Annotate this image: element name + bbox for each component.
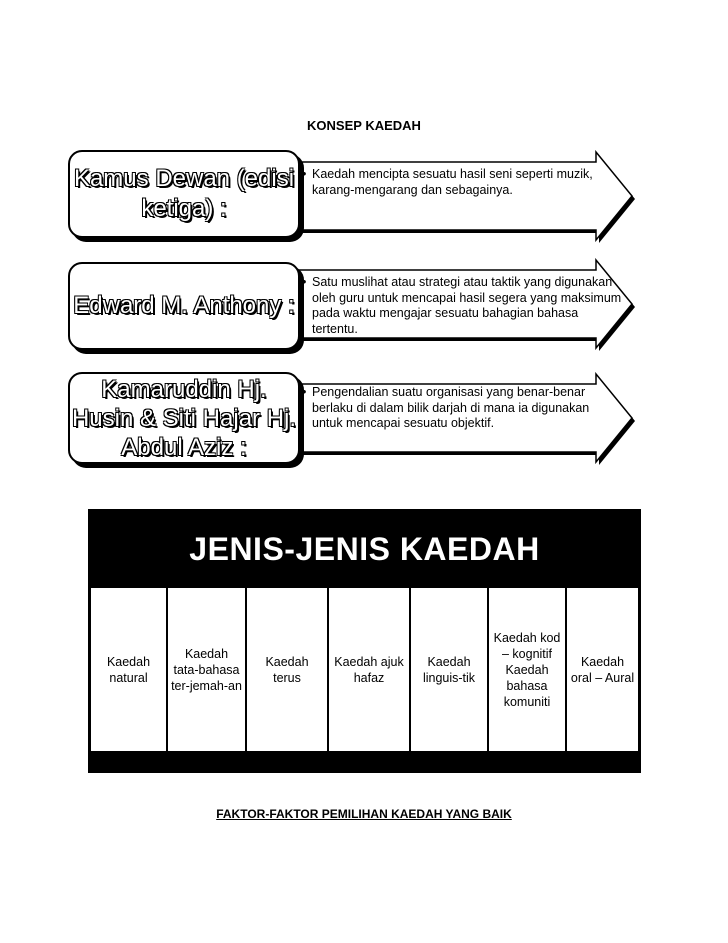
concept-row-2 [0, 258, 728, 358]
method-types-panel [88, 509, 641, 773]
definition-text: • Pengendalian suatu organisasi yang benar-benar berlaku di dalam bilik darjah di mana ia digunakan untuk mencapai sesuatu objektif. [302, 385, 590, 430]
method-type-item: Kaedah terus [246, 587, 328, 752]
method-type-item: Kaedah oral – Aural [566, 587, 639, 752]
definition-text: • Kaedah mencipta sesuatu hasil seni seperti muzik, karang-mengarang dan sebagainya. [302, 167, 593, 197]
section-heading: FAKTOR-FAKTOR PEMILIHAN KAEDAH YANG BAIK [216, 807, 512, 821]
method-type-item: Kaedah linguis-tik [410, 587, 488, 752]
method-types-list [90, 587, 639, 752]
concept-row-1 [0, 150, 728, 250]
definition-source-label: Kamaruddin Hj. Husin & Siti Hajar Hj. Abdul Aziz : [68, 372, 300, 464]
bullet-icon: • [302, 167, 307, 181]
bullet-icon: • [302, 275, 307, 289]
bullet-icon: • [302, 385, 307, 399]
method-type-item: Kaedah ajuk hafaz [328, 587, 410, 752]
method-type-item: Kaedah tata-bahasa ter-jemah-an [167, 587, 246, 752]
method-type-item: Kaedah natural [90, 587, 167, 752]
concept-row-3 [0, 372, 728, 472]
page-title: KONSEP KAEDAH [307, 118, 421, 133]
definition-text: • Satu muslihat atau strategi atau taktik yang digunakan oleh guru untuk mencapai hasil segera yang maksimum pada waktu mengajar sesuatu bahagian bahasa tertentu. [302, 275, 622, 336]
method-types-title: JENIS-JENIS KAEDAH [189, 531, 540, 567]
definition-source-label: Edward M. Anthony : [68, 262, 300, 350]
definition-source-label: Kamus Dewan (edisi ketiga) : [68, 150, 300, 238]
method-type-item: Kaedah kod – kognitif Kaedah bahasa komuniti [488, 587, 566, 752]
